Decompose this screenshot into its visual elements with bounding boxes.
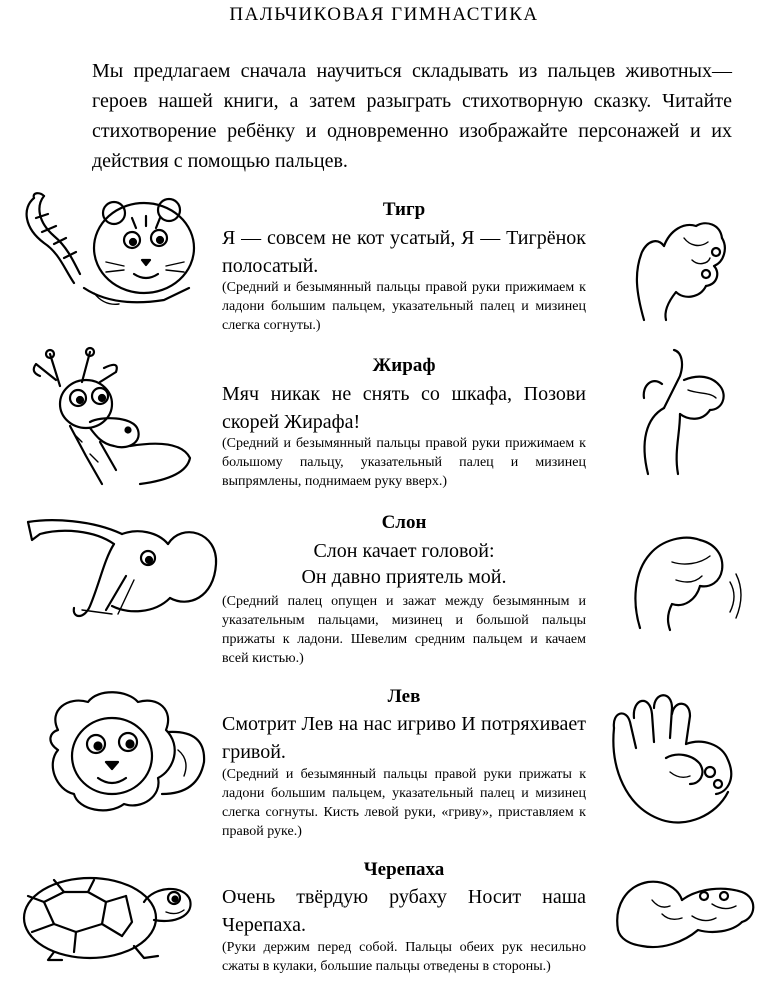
elephant-icon [22, 510, 222, 630]
section-verse-line-1: Слон качает головой: [313, 540, 495, 562]
section-note: (Средний и безымянный пальцы правой руки прижаты к ладони большим пальцем, указательный палец и мизинец слегка согнуты. Кисть левой руки, «гриву», приставляем к правой руке.) [222, 767, 586, 839]
hand-elephant-gesture-icon [626, 522, 744, 632]
section-title: Жираф [372, 355, 436, 376]
section-verse: Я — совсем не кот усатый, Я — Тигрёнок полосатый. [222, 227, 586, 277]
section-verse-line-2: Он давно приятель мой. [301, 566, 507, 588]
section-verse: Очень твёрдую рубаху Носит наша Черепаха. [222, 886, 586, 936]
section-note: (Средний и безымянный пальцы правой руки прижимаем к ладони большим пальцем, указательный палец и мизинец слегка согнуты.) [222, 280, 586, 333]
page-title: ПАЛЬЧИКОВАЯ ГИМНАСТИКА [229, 4, 539, 25]
hand-lion-gesture-icon [606, 688, 746, 828]
section-note: (Руки держим перед собой. Пальцы обеих рук несильно сжаты в кулаки, большие пальцы отведены в стороны.) [222, 940, 586, 974]
hand-giraffe-gesture-icon [624, 346, 734, 476]
lion-icon [38, 690, 208, 820]
section-note: (Средний и безымянный пальцы правой руки прижимаем к большому пальцу, указательный палец и мизинец выпрямлены, поднимаем руку вверх.) [222, 436, 586, 489]
hand-tiger-gesture-icon [624, 212, 734, 324]
section-verse: Мяч никак не снять со шкафа, Позови скорей Жирафа! [222, 383, 586, 433]
intro-text: Мы предлагаем сначала научиться складывать из пальцев животных— героев нашей книги, а затем разыграть стихотворную сказку. Читайте стихотворение ребёнку и одновременно изображайте персонажей и их действия с помощью пальцев. [92, 60, 732, 172]
section-note: (Средний палец опущен и зажат между безымянным и указательным пальцами, мизинец и большой пальцы прижаты к ладони. Шевелим средним пальцем и качаем всей кистью.) [222, 594, 586, 666]
section-title: Лев [387, 686, 421, 707]
section-title: Тигр [382, 199, 426, 220]
section-verse: Смотрит Лев на нас игриво И потряхивает гривой. [222, 713, 586, 763]
tiger-cub-icon [14, 188, 204, 318]
giraffe-icon [30, 346, 200, 486]
intro-paragraph [92, 56, 732, 176]
section-title: Слон [381, 512, 427, 533]
hands-turtle-gesture-icon [612, 870, 758, 954]
turtle-icon [14, 862, 194, 962]
section-title: Черепаха [363, 859, 445, 880]
